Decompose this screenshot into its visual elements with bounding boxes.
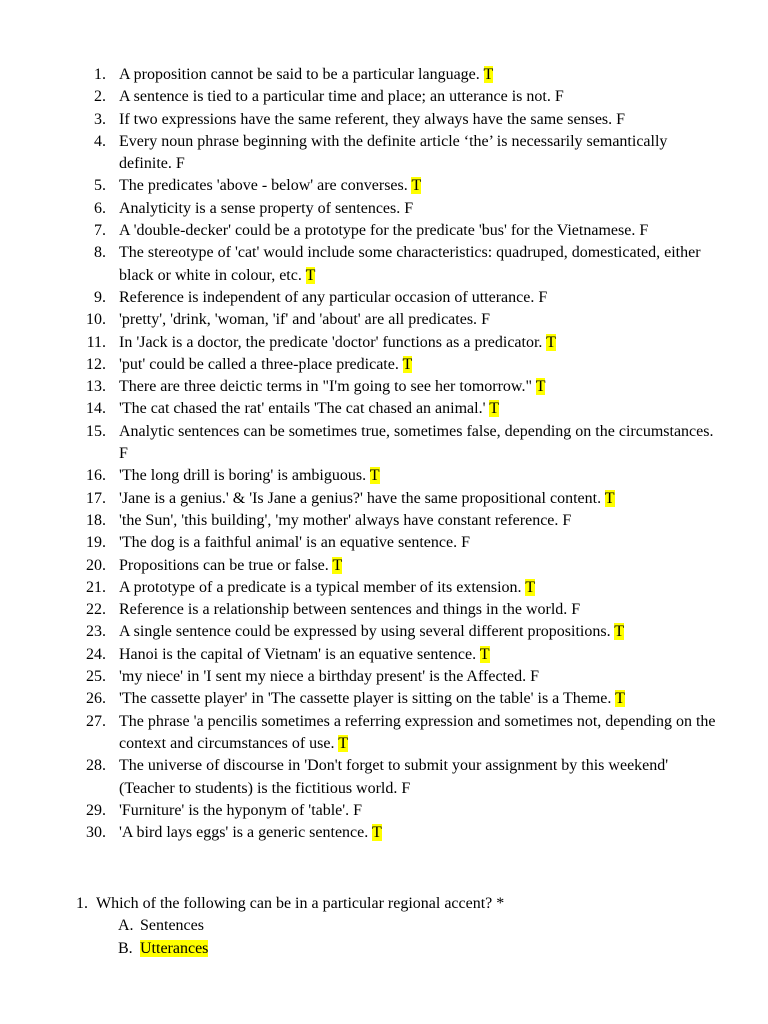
statement-number: 5. (94, 177, 106, 195)
answer-true-highlighted: T (614, 623, 625, 641)
statement-number: 17. (86, 489, 106, 507)
statement-item (0, 532, 768, 554)
statement-item (0, 555, 768, 577)
answer-false: F (639, 222, 649, 240)
statement-number: 7. (94, 222, 106, 240)
answer-false: F (562, 511, 572, 529)
answer-false: F (401, 779, 411, 797)
statement-item (0, 242, 768, 287)
answer-true-highlighted: T (615, 690, 625, 708)
question-line (0, 893, 768, 915)
answer-false: F (554, 88, 564, 106)
question-text: Which of the following can be in a particular regional accent? * (96, 895, 505, 912)
statement-item (0, 220, 768, 242)
answer-true-highlighted: T (305, 266, 316, 284)
statement-item (0, 688, 768, 710)
true-false-list (0, 64, 768, 844)
statement-text: 'The long drill is boring' is ambiguous. (119, 467, 370, 485)
statement-text: A 'double-decker' could be a prototype for the predicate 'bus' for the Vietnamese. (119, 222, 640, 240)
statement-text: In 'Jack is a doctor, the predicate 'doctor' functions as a predicator. (119, 333, 547, 351)
answer-true-highlighted: T (546, 333, 556, 351)
statement-item (0, 398, 768, 420)
statement-text: 'The cassette player' in 'The cassette player is sitting on the table' is a Theme. (119, 690, 616, 708)
multiple-choice-question (0, 893, 768, 960)
statement-number: 14. (86, 400, 106, 418)
option-b (0, 938, 768, 960)
statement-text: 'The cat chased the rat' entails 'The cat chased an animal.' (119, 400, 490, 418)
statement-text: 'The dog is a faithful animal' is an equative sentence. (119, 534, 462, 552)
statement-number: 15. (86, 422, 106, 440)
statement-item (0, 332, 768, 354)
statement-item (0, 621, 768, 643)
statement-number: 25. (86, 668, 106, 686)
statement-item (0, 666, 768, 688)
statement-text: 'A bird lays eggs' is a generic sentence. (119, 824, 372, 842)
answer-false: F (616, 110, 626, 128)
statement-number: 22. (86, 601, 106, 619)
statement-text: A sentence is tied to a particular time and place; an utterance is not. (119, 88, 555, 106)
statement-item (0, 421, 768, 466)
statement-item (0, 131, 768, 176)
statement-number: 20. (86, 556, 106, 574)
statement-text: Reference is independent of any particular occasion of utterance. (119, 288, 539, 306)
statement-text: A single sentence could be expressed by using several different propositions. (119, 623, 615, 641)
statement-text: Hanoi is the capital of Vietnam' is an equative sentence. (119, 645, 480, 663)
answer-false: F (481, 311, 490, 329)
statement-text: 'my niece' in 'I sent my niece a birthday present' is the Affected. (119, 668, 531, 686)
statement-text: 'Jane is a genius.' & 'Is Jane a genius?' have the same propositional content. (119, 489, 605, 507)
statement-item (0, 800, 768, 822)
statement-number: 28. (86, 757, 106, 775)
answer-true-highlighted: T (411, 177, 422, 195)
answer-true-highlighted: T (483, 66, 494, 83)
statement-number: 1. (94, 66, 106, 83)
statement-text: 'put' could be called a three-place predicate. (119, 355, 403, 373)
statement-text: Analyticity is a sense property of sentences. (119, 199, 405, 217)
statement-text: A prototype of a predicate is a typical member of its extension. (119, 578, 526, 596)
statement-item (0, 64, 768, 86)
answer-true-highlighted: T (402, 355, 413, 373)
statement-number: 27. (86, 712, 106, 730)
answer-true-highlighted: T (489, 400, 499, 418)
statement-item (0, 577, 768, 599)
statement-number: 11. (86, 333, 106, 351)
statement-number: 3. (94, 110, 106, 128)
statement-number: 8. (94, 244, 106, 262)
answer-true-highlighted: T (604, 489, 615, 507)
statement-text: If two expressions have the same referent, they always have the same senses. (119, 110, 617, 128)
answer-false: F (538, 288, 548, 306)
statement-number: 29. (86, 801, 106, 819)
option-letter: A. (118, 917, 134, 935)
statement-number: 4. (94, 132, 106, 150)
statement-item (0, 376, 768, 398)
answer-true-highlighted: T (525, 578, 536, 596)
statement-number: 19. (86, 534, 106, 552)
answer-true-highlighted: T (332, 556, 343, 574)
statement-item (0, 198, 768, 220)
question-number: 1. (76, 895, 88, 912)
statement-number: 21. (86, 578, 106, 596)
statement-number: 26. (86, 690, 106, 708)
statement-text: Analytic sentences can be sometimes true, sometimes false, depending on the circumstances. (119, 422, 714, 440)
statement-text: 'Furniture' is the hyponym of 'table'. (119, 801, 354, 819)
statement-text: 'pretty', 'drink, 'woman, 'if' and 'about' are all predicates. (119, 311, 482, 329)
statement-number: 2. (94, 88, 106, 106)
answer-true-highlighted: T (369, 467, 380, 485)
statement-number: 13. (86, 378, 106, 396)
statement-number: 12. (86, 355, 106, 373)
statement-number: 6. (94, 199, 106, 217)
statement-item (0, 287, 768, 309)
answer-true-highlighted: T (371, 824, 382, 842)
statement-item (0, 822, 768, 844)
statement-text: 'the Sun', 'this building', 'my mother' always have constant reference. (119, 511, 563, 529)
statement-number: 10. (86, 311, 106, 329)
statement-number: 9. (94, 288, 106, 306)
answer-true-highlighted: T (535, 378, 546, 396)
statement-item (0, 109, 768, 131)
statement-number: 18. (86, 511, 106, 529)
statement-text: The universe of discourse in 'Don't forget to submit your assignment by this weekend' (Teacher to students) is the fictitious world. (119, 757, 669, 797)
statement-text: Reference is a relationship between sentences and things in the world. (119, 601, 572, 619)
statement-item (0, 510, 768, 532)
statement-item (0, 644, 768, 666)
answer-true-highlighted: T (479, 645, 490, 663)
statement-item (0, 465, 768, 487)
answer-false: F (119, 445, 128, 463)
statement-text: The predicates 'above - below' are converses. (119, 177, 412, 195)
option-letter: B. (118, 939, 133, 957)
statement-text: A proposition cannot be said to be a particular language. (119, 66, 484, 83)
statement-number: 23. (86, 623, 106, 641)
statement-item (0, 711, 768, 756)
statement-item (0, 86, 768, 108)
statement-item (0, 354, 768, 376)
statement-item (0, 599, 768, 621)
answer-true-highlighted: T (338, 734, 348, 752)
answer-false: F (571, 601, 581, 619)
option-text-highlighted: Utterances (140, 939, 209, 957)
answer-false: F (461, 534, 470, 552)
statement-text: Propositions can be true or false. (119, 556, 333, 574)
answer-false: F (175, 155, 185, 173)
statement-item (0, 309, 768, 331)
answer-false: F (353, 801, 363, 819)
statement-item (0, 755, 768, 800)
statement-text: There are three deictic terms in "I'm going to see her tomorrow." (119, 378, 536, 396)
statement-text: The phrase 'a pencilis sometimes a referring expression and sometimes not, depending on the context and circumstances of use. (119, 712, 716, 752)
statement-text: The stereotype of 'cat' would include some characteristics: quadruped, domesticated, either black or white in colour, etc. (119, 244, 701, 284)
statement-number: 16. (86, 467, 106, 485)
option-a (0, 915, 768, 937)
answer-false: F (530, 668, 540, 686)
option-text: Sentences (140, 917, 204, 935)
statement-number: 24. (86, 645, 106, 663)
statement-text: Every noun phrase beginning with the definite article ‘the’ is necessarily semantically definite. (119, 132, 668, 173)
statement-item (0, 488, 768, 510)
statement-item (0, 175, 768, 197)
statement-number: 30. (86, 824, 106, 842)
answer-false: F (404, 199, 414, 217)
